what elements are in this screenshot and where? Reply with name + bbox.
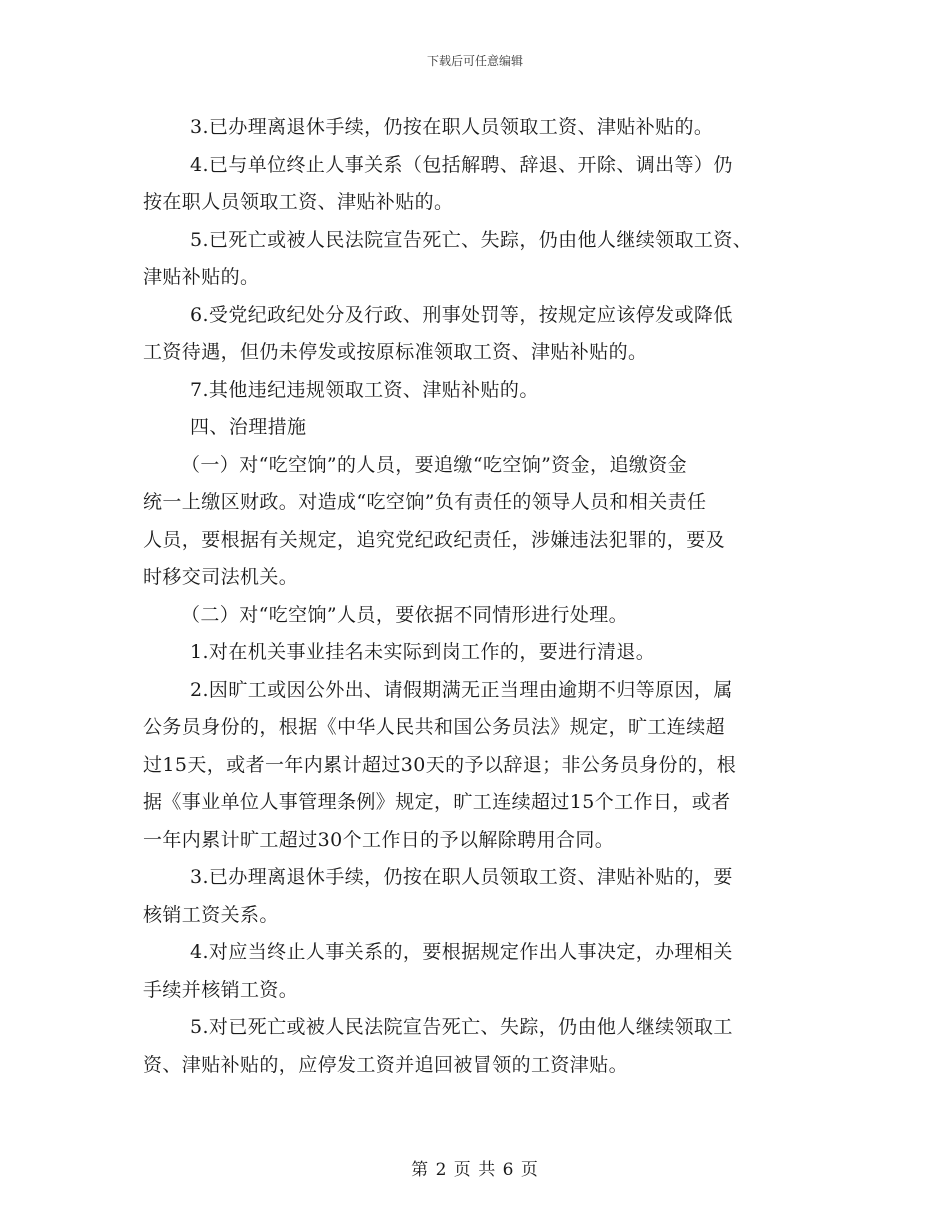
text-line: 5.已死亡或被人民法院宣告死亡、失踪，仍由他人继续领取工资、 [190, 228, 753, 251]
document-body [143, 109, 811, 1084]
text-line: 据《事业单位人事管理条例》规定，旷工连续超过15个工作日，或者 [143, 791, 731, 813]
page-header: 下载后可任意编辑 [426, 54, 523, 68]
text-line: 5.对已死亡或被人民法院宣告死亡、失踪，仍由他人继续领取工 [190, 1016, 733, 1038]
text-line: 手续并核销工资。 [143, 978, 299, 1001]
text-line: 4.已与单位终止人事关系（包括解聘、辞退、开除、调出等）仍 [190, 153, 733, 176]
text-line: 7.其他违纪违规领取工资、津贴补贴的。 [190, 378, 539, 401]
text-line: （二）对“吃空饷”人员，要依据不同情形进行处理。 [181, 603, 629, 626]
text-line: 津贴补贴的。 [143, 266, 260, 288]
page-number-footer: 第 2 页 共 6 页 [411, 1160, 539, 1180]
text-line: （一）对“吃空饷”的人员，要追缴“吃空饷”资金，追缴资金 [181, 453, 688, 476]
text-line: 核销工资关系。 [143, 903, 279, 926]
text-line: 资、津贴补贴的，应停发工资并追回被冒领的工资津贴。 [143, 1053, 629, 1076]
text-line: 人员，要根据有关规定，追究党纪政纪责任，涉嫌违法犯罪的，要及 [143, 528, 726, 551]
text-line: 统一上缴区财政。对造成“吃空饷”负有责任的领导人员和相关责任 [143, 491, 707, 513]
text-line: 3.已办理离退休手续，仍按在职人员领取工资、津贴补贴的。 [190, 116, 714, 138]
text-line: 1.对在机关事业挂名未实际到岗工作的，要进行清退。 [190, 641, 656, 663]
text-line: 4.对应当终止人事关系的，要根据规定作出人事决定，办理相关 [190, 941, 733, 963]
text-line: 一年内累计旷工超过30个工作日的予以解除聘用合同。 [143, 828, 615, 851]
text-line: 公务员身份的，根据《中华人民共和国公务员法》规定，旷工连续超 [143, 716, 726, 738]
text-line: 6.受党纪政纪处分及行政、刑事处罚等，按规定应该停发或降低 [190, 303, 733, 326]
text-line: 工资待遇，但仍未停发或按原标准领取工资、津贴补贴的。 [143, 341, 648, 363]
text-line: 按在职人员领取工资、津贴补贴的。 [143, 191, 454, 213]
section-heading: 四、治理措施 [190, 416, 307, 438]
text-line: 时移交司法机关。 [143, 566, 299, 588]
text-line: 3.已办理离退休手续，仍按在职人员领取工资、津贴补贴的，要 [190, 866, 733, 888]
text-line: 过15天，或者一年内累计超过30天的予以辞退；非公务员身份的，根 [143, 753, 737, 776]
text-line: 2.因旷工或因公外出、请假期满无正当理由逾期不归等原因，属 [190, 678, 733, 701]
